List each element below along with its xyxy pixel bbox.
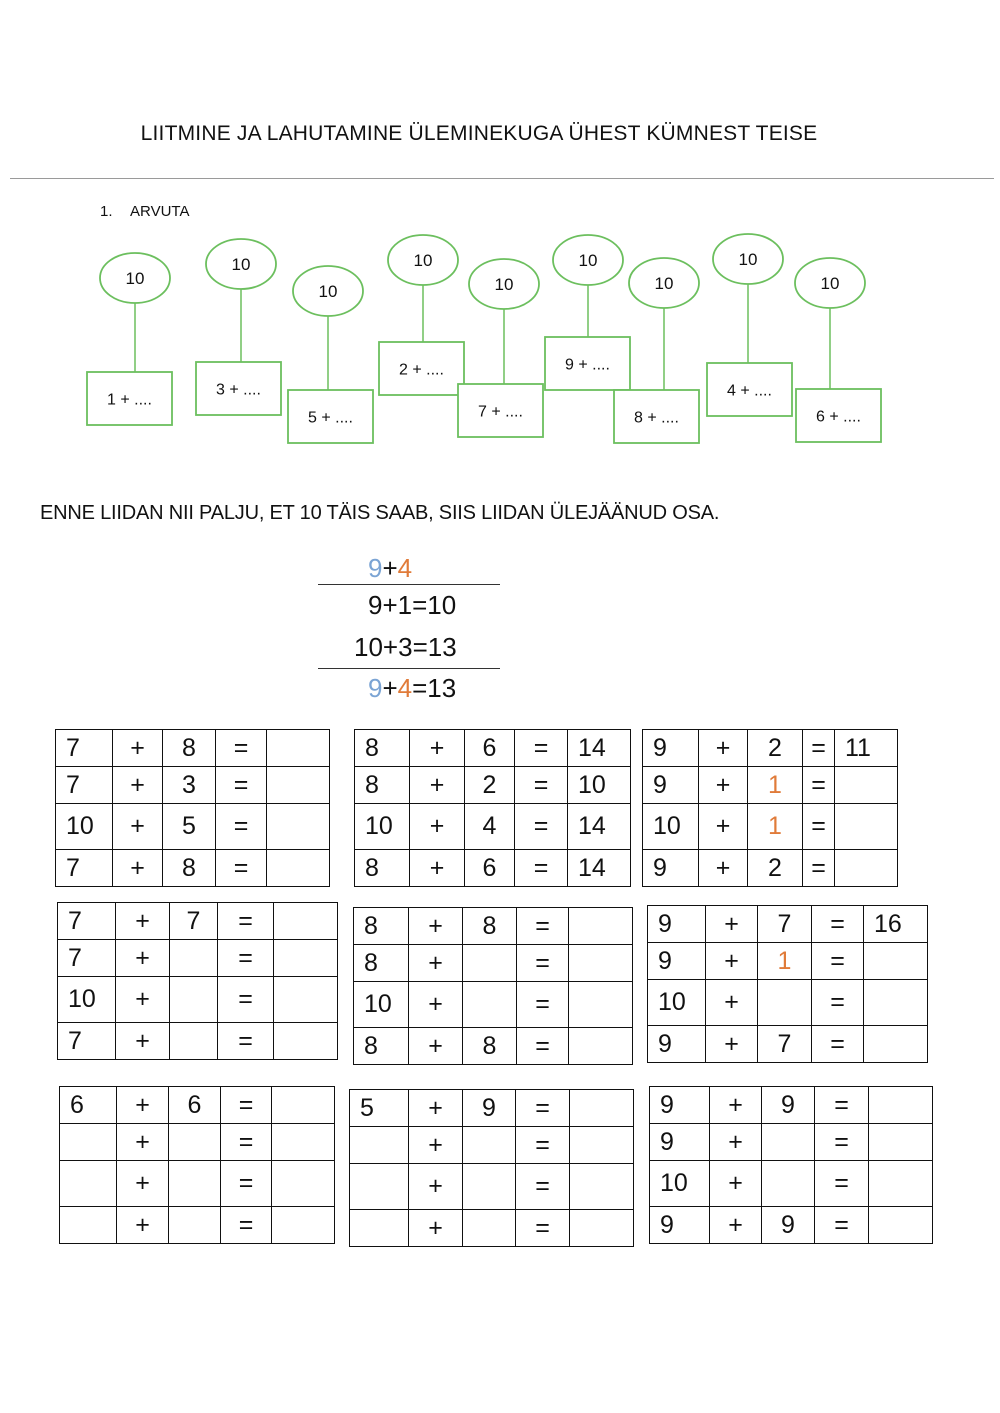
plus-sign-cell: + xyxy=(410,767,465,804)
sum-cell[interactable] xyxy=(570,1164,634,1210)
plus-sign-cell: + xyxy=(410,730,465,767)
equals-sign-cell: = xyxy=(812,943,864,980)
example-line-4 xyxy=(368,668,456,708)
addend-b-cell: 7 xyxy=(170,903,218,940)
plus-sign-cell: + xyxy=(117,1207,169,1244)
equals-sign-cell: = xyxy=(221,1087,272,1124)
addend-a-cell: 10 xyxy=(58,977,116,1023)
equals-sign-cell: = xyxy=(216,850,267,887)
addend-a-cell: 7 xyxy=(56,767,113,804)
addend-a-cell: 8 xyxy=(355,767,410,804)
equals-sign-cell: = xyxy=(517,945,569,982)
task-number: 1. xyxy=(100,203,113,220)
page-title: LIITMINE JA LAHUTAMINE ÜLEMINEKUGA ÜHEST KÜMNEST TEISE xyxy=(140,122,818,145)
plus-sign-cell: + xyxy=(116,1023,170,1060)
equals-sign-cell: = xyxy=(221,1124,272,1161)
plus-sign-cell: + xyxy=(409,945,463,982)
bond-part-expression: 2 + .... xyxy=(399,361,444,379)
sum-cell: 14 xyxy=(568,850,631,887)
equals-sign-cell: = xyxy=(218,903,274,940)
table-row xyxy=(350,1164,634,1210)
equals-sign-cell: = xyxy=(218,1023,274,1060)
addend-b-cell: 8 xyxy=(463,908,517,945)
plus-sign-cell: + xyxy=(409,1164,463,1210)
addend-a-cell: 5 xyxy=(350,1090,409,1127)
equals-sign-cell: = xyxy=(815,1207,869,1244)
plus-sign-cell: + xyxy=(409,1090,463,1127)
addend-a-cell: 9 xyxy=(643,767,699,804)
plus-sign-cell: + xyxy=(409,908,463,945)
addend-a-cell: 10 xyxy=(56,804,113,850)
plus-sign-cell: + xyxy=(710,1207,762,1244)
plus-sign-cell: + xyxy=(113,804,163,850)
addend-b-cell[interactable] xyxy=(170,977,218,1023)
addend-a-cell: 10 xyxy=(650,1161,710,1207)
sum-cell: 10 xyxy=(568,767,631,804)
addend-b-cell[interactable] xyxy=(758,980,812,1026)
addend-a-cell[interactable] xyxy=(350,1127,409,1164)
table-row xyxy=(56,804,330,850)
addend-a-cell: 8 xyxy=(354,908,409,945)
table-row xyxy=(648,1026,928,1063)
sum-cell: 14 xyxy=(568,730,631,767)
plus-sign-cell: + xyxy=(409,1028,463,1065)
plus-sign-cell: + xyxy=(409,982,463,1028)
addend-b-cell: 8 xyxy=(463,1028,517,1065)
addend-b-cell: 3 xyxy=(163,767,216,804)
addend-a-cell: 9 xyxy=(650,1087,710,1124)
plus-sign-cell: + xyxy=(113,730,163,767)
plus-sign-cell: + xyxy=(116,977,170,1023)
table-row xyxy=(650,1161,933,1207)
addend-b-cell[interactable] xyxy=(169,1124,221,1161)
equals-sign-cell: = xyxy=(812,1026,864,1063)
addend-b-cell: 2 xyxy=(748,850,803,887)
equals-sign-cell: = xyxy=(815,1124,869,1161)
addend-b-cell: 4 xyxy=(465,804,515,850)
plus-sign-cell: + xyxy=(699,804,748,850)
bond-whole-value: 10 xyxy=(820,274,840,293)
table-row xyxy=(650,1124,933,1161)
plus-sign-cell: + xyxy=(409,1210,463,1247)
addend-b-cell: 8 xyxy=(163,730,216,767)
bond-part-expression: 6 + .... xyxy=(816,408,861,426)
number-bond-4 xyxy=(379,235,464,395)
addend-a-cell: 9 xyxy=(643,850,699,887)
exercise-table-1 xyxy=(55,729,330,887)
plus-sign-cell: + xyxy=(409,1127,463,1164)
equals-sign-cell: = xyxy=(515,730,568,767)
addend-a-cell: 7 xyxy=(58,903,116,940)
example-second-addend: 4 xyxy=(397,553,413,583)
number-bond-9 xyxy=(795,258,881,442)
example-result-first-addend: 9 xyxy=(368,673,383,703)
addend-b-cell: 9 xyxy=(762,1087,815,1124)
sum-cell[interactable] xyxy=(869,1161,933,1207)
sum-cell[interactable] xyxy=(274,940,338,977)
addend-b-cell[interactable] xyxy=(762,1161,815,1207)
exercise-table-5 xyxy=(353,907,633,1065)
table-row xyxy=(354,1028,633,1065)
table-row xyxy=(643,850,898,887)
table-row xyxy=(355,730,631,767)
exercise-table-2 xyxy=(354,729,631,887)
equals-sign-cell: = xyxy=(517,1028,569,1065)
sum-cell[interactable] xyxy=(835,804,898,850)
addend-b-cell[interactable] xyxy=(169,1161,221,1207)
addend-a-cell: 10 xyxy=(648,980,706,1026)
bond-whole-value: 10 xyxy=(654,274,674,293)
plus-sign-cell: + xyxy=(116,903,170,940)
bond-whole-value: 10 xyxy=(578,251,598,270)
plus-sign-cell: + xyxy=(410,804,465,850)
sum-cell[interactable] xyxy=(569,1028,633,1065)
table-row xyxy=(354,945,633,982)
plus-sign-cell: + xyxy=(699,730,748,767)
addend-b-cell: 7 xyxy=(758,906,812,943)
equals-sign-cell: = xyxy=(516,1210,570,1247)
addend-b-cell: 1 xyxy=(758,943,812,980)
example-line-2: 9+1=10 xyxy=(368,590,457,620)
example-result-sum: =13 xyxy=(412,673,457,703)
table-row xyxy=(350,1210,634,1247)
table-row xyxy=(58,940,338,977)
number-bond-6 xyxy=(545,235,630,390)
plus-sign-cell: + xyxy=(113,767,163,804)
example-operator: + xyxy=(382,553,398,583)
addend-a-cell: 8 xyxy=(355,850,410,887)
equals-sign-cell: = xyxy=(221,1161,272,1207)
equals-sign-cell: = xyxy=(516,1127,570,1164)
table-row xyxy=(56,850,330,887)
exercise-table-8 xyxy=(349,1089,634,1247)
sum-cell[interactable] xyxy=(569,982,633,1028)
plus-sign-cell: + xyxy=(116,940,170,977)
addend-a-cell: 6 xyxy=(60,1087,117,1124)
table-row xyxy=(56,767,330,804)
bond-whole-value: 10 xyxy=(413,251,433,270)
addend-b-cell: 2 xyxy=(748,730,803,767)
table-row xyxy=(354,982,633,1028)
table-row xyxy=(355,850,631,887)
bond-part-expression: 1 + .... xyxy=(107,391,152,409)
sum-cell[interactable] xyxy=(274,903,338,940)
plus-sign-cell: + xyxy=(710,1087,762,1124)
example-first-addend: 9 xyxy=(368,553,383,583)
addend-b-cell[interactable] xyxy=(463,1210,516,1247)
addend-b-cell: 1 xyxy=(748,767,803,804)
equals-sign-cell: = xyxy=(803,767,835,804)
table-row xyxy=(56,730,330,767)
table-row xyxy=(648,943,928,980)
equals-sign-cell: = xyxy=(812,980,864,1026)
sum-cell[interactable] xyxy=(267,767,330,804)
equals-sign-cell: = xyxy=(515,850,568,887)
addend-b-cell[interactable] xyxy=(463,1164,516,1210)
sum-cell[interactable] xyxy=(272,1161,335,1207)
addend-a-cell: 8 xyxy=(355,730,410,767)
plus-sign-cell: + xyxy=(710,1124,762,1161)
addend-a-cell[interactable] xyxy=(350,1164,409,1210)
addend-a-cell: 9 xyxy=(650,1124,710,1161)
plus-sign-cell: + xyxy=(706,906,758,943)
number-bond-1 xyxy=(87,253,172,425)
sum-cell[interactable] xyxy=(864,1026,928,1063)
addend-b-cell: 2 xyxy=(465,767,515,804)
table-row xyxy=(350,1127,634,1164)
equals-sign-cell: = xyxy=(218,977,274,1023)
table-row xyxy=(650,1207,933,1244)
bond-part-expression: 5 + .... xyxy=(308,409,353,427)
bond-whole-value: 10 xyxy=(125,269,145,288)
table-row xyxy=(60,1207,335,1244)
exercise-table-6 xyxy=(647,905,928,1063)
addend-a-cell: 10 xyxy=(354,982,409,1028)
bond-whole-value: 10 xyxy=(494,275,514,294)
addend-a-cell: 10 xyxy=(643,804,699,850)
addend-a-cell[interactable] xyxy=(60,1124,117,1161)
sum-cell: 16 xyxy=(864,906,928,943)
example-line-1 xyxy=(368,548,412,588)
plus-sign-cell: + xyxy=(699,850,748,887)
equals-sign-cell: = xyxy=(216,804,267,850)
plus-sign-cell: + xyxy=(699,767,748,804)
table-row xyxy=(643,767,898,804)
addend-b-cell[interactable] xyxy=(463,982,517,1028)
equals-sign-cell: = xyxy=(812,906,864,943)
addend-a-cell: 9 xyxy=(648,906,706,943)
addend-a-cell: 8 xyxy=(354,945,409,982)
exercise-table-7 xyxy=(59,1086,335,1244)
addend-a-cell: 7 xyxy=(58,1023,116,1060)
sum-cell[interactable] xyxy=(274,1023,338,1060)
addend-b-cell: 5 xyxy=(163,804,216,850)
bond-whole-value: 10 xyxy=(231,255,251,274)
equals-sign-cell: = xyxy=(815,1087,869,1124)
sum-cell[interactable] xyxy=(869,1087,933,1124)
sum-cell[interactable] xyxy=(570,1090,634,1127)
table-row xyxy=(643,804,898,850)
addend-a-cell[interactable] xyxy=(60,1207,117,1244)
sum-cell[interactable] xyxy=(869,1207,933,1244)
equals-sign-cell: = xyxy=(517,908,569,945)
addend-a-cell: 9 xyxy=(650,1207,710,1244)
addend-b-cell[interactable] xyxy=(170,1023,218,1060)
bond-whole-value: 10 xyxy=(738,250,758,269)
bond-part-expression: 4 + .... xyxy=(727,382,772,400)
table-row xyxy=(60,1124,335,1161)
equals-sign-cell: = xyxy=(515,767,568,804)
addend-a-cell: 7 xyxy=(56,730,113,767)
sum-cell[interactable] xyxy=(267,730,330,767)
plus-sign-cell: + xyxy=(706,943,758,980)
addend-b-cell[interactable] xyxy=(762,1124,815,1161)
example-result-second-addend: 4 xyxy=(397,673,413,703)
equals-sign-cell: = xyxy=(815,1161,869,1207)
example-line-3: 10+3=13 xyxy=(354,632,457,662)
sum-cell[interactable] xyxy=(272,1207,335,1244)
addend-b-cell: 6 xyxy=(465,730,515,767)
plus-sign-cell: + xyxy=(706,1026,758,1063)
plus-sign-cell: + xyxy=(117,1124,169,1161)
equals-sign-cell: = xyxy=(216,767,267,804)
table-row xyxy=(60,1161,335,1207)
addend-b-cell: 9 xyxy=(762,1207,815,1244)
sum-cell[interactable] xyxy=(570,1127,634,1164)
equals-sign-cell: = xyxy=(803,730,835,767)
sum-cell[interactable] xyxy=(267,804,330,850)
sum-cell[interactable] xyxy=(274,977,338,1023)
sum-cell[interactable] xyxy=(569,945,633,982)
sum-cell[interactable] xyxy=(869,1124,933,1161)
addend-b-cell[interactable] xyxy=(463,945,517,982)
addend-a-cell: 9 xyxy=(643,730,699,767)
number-bond-3 xyxy=(288,266,373,443)
number-bond-5 xyxy=(458,259,543,437)
table-row xyxy=(60,1087,335,1124)
addend-a-cell: 7 xyxy=(58,940,116,977)
table-row xyxy=(648,906,928,943)
addend-b-cell[interactable] xyxy=(169,1207,221,1244)
bond-part-expression: 7 + .... xyxy=(478,403,523,421)
sum-cell[interactable] xyxy=(835,767,898,804)
plus-sign-cell: + xyxy=(706,980,758,1026)
equals-sign-cell: = xyxy=(221,1207,272,1244)
number-bonds-diagram xyxy=(0,0,1000,460)
addend-a-cell: 9 xyxy=(648,1026,706,1063)
equals-sign-cell: = xyxy=(216,730,267,767)
sum-cell[interactable] xyxy=(864,943,928,980)
bond-part-expression: 9 + .... xyxy=(565,356,610,374)
bond-part-expression: 3 + .... xyxy=(216,381,261,399)
equals-sign-cell: = xyxy=(516,1090,570,1127)
addend-b-cell[interactable] xyxy=(170,940,218,977)
addend-b-cell: 7 xyxy=(758,1026,812,1063)
sum-cell[interactable] xyxy=(835,850,898,887)
task-label: ARVUTA xyxy=(130,203,190,220)
addend-a-cell[interactable] xyxy=(350,1210,409,1247)
addend-b-cell: 9 xyxy=(463,1090,516,1127)
table-row xyxy=(643,730,898,767)
equals-sign-cell: = xyxy=(515,804,568,850)
addend-b-cell: 6 xyxy=(169,1087,221,1124)
plus-sign-cell: + xyxy=(117,1087,169,1124)
plus-sign-cell: + xyxy=(410,850,465,887)
example-result-operator: + xyxy=(382,673,398,703)
sum-cell[interactable] xyxy=(272,1087,335,1124)
equals-sign-cell: = xyxy=(516,1164,570,1210)
table-row xyxy=(58,903,338,940)
sum-cell[interactable] xyxy=(272,1124,335,1161)
addend-a-cell: 10 xyxy=(355,804,410,850)
equals-sign-cell: = xyxy=(517,982,569,1028)
table-row xyxy=(58,1023,338,1060)
addend-a-cell[interactable] xyxy=(60,1161,117,1207)
exercise-table-3 xyxy=(642,729,898,887)
sum-cell[interactable] xyxy=(864,980,928,1026)
plus-sign-cell: + xyxy=(113,850,163,887)
addend-a-cell: 9 xyxy=(648,943,706,980)
addend-a-cell: 7 xyxy=(56,850,113,887)
table-row xyxy=(350,1090,634,1127)
table-row xyxy=(355,767,631,804)
equals-sign-cell: = xyxy=(803,850,835,887)
plus-sign-cell: + xyxy=(710,1161,762,1207)
equals-sign-cell: = xyxy=(218,940,274,977)
table-row xyxy=(354,908,633,945)
sum-cell: 14 xyxy=(568,804,631,850)
bond-whole-value: 10 xyxy=(318,282,338,301)
table-row xyxy=(650,1087,933,1124)
instruction-text: ENNE LIIDAN NII PALJU, ET 10 TÄIS SAAB, SIIS LIIDAN ÜLEJÄÄNUD OSA. xyxy=(40,502,720,524)
plus-sign-cell: + xyxy=(117,1161,169,1207)
table-row xyxy=(58,977,338,1023)
sum-cell[interactable] xyxy=(570,1210,634,1247)
exercise-table-4 xyxy=(57,902,338,1060)
addend-b-cell[interactable] xyxy=(463,1127,516,1164)
number-bond-8 xyxy=(707,234,792,416)
sum-cell[interactable] xyxy=(267,850,330,887)
sum-cell: 11 xyxy=(835,730,898,767)
equals-sign-cell: = xyxy=(803,804,835,850)
table-row xyxy=(355,804,631,850)
number-bond-2 xyxy=(196,239,281,415)
addend-b-cell: 6 xyxy=(465,850,515,887)
table-row xyxy=(648,980,928,1026)
sum-cell[interactable] xyxy=(569,908,633,945)
exercise-table-9 xyxy=(649,1086,933,1244)
addend-b-cell: 1 xyxy=(748,804,803,850)
addend-b-cell: 8 xyxy=(163,850,216,887)
bond-part-expression: 8 + .... xyxy=(634,409,679,427)
addend-a-cell: 8 xyxy=(354,1028,409,1065)
